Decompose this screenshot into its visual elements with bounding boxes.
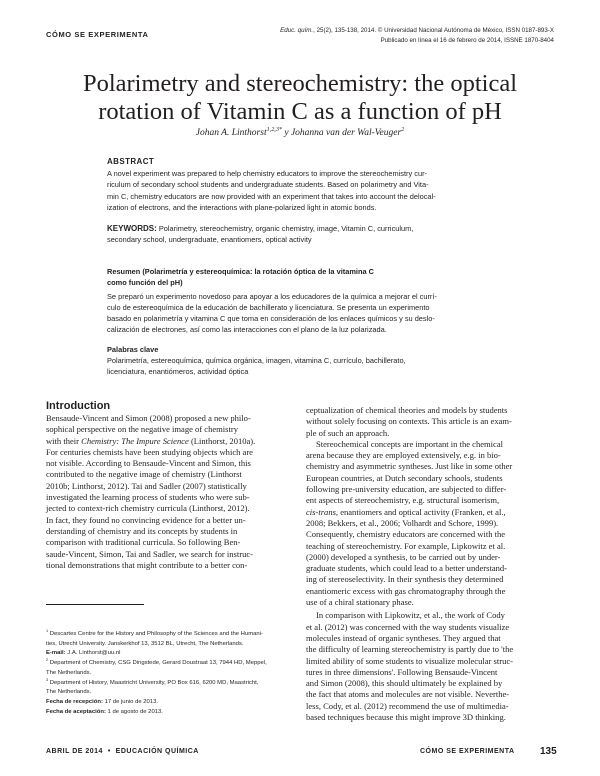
- resumen-line: Se preparó un experimento novedoso para apoyar a los educadores de la química a mejorar el currí-: [107, 291, 437, 301]
- resumen-section: [107, 266, 562, 378]
- body-line: [306, 507, 556, 518]
- email-address: J.A. Linthorst@uu.nl: [65, 650, 121, 657]
- body-line: based techniques because this might improve 3D thinking.: [306, 712, 506, 723]
- body-line: tional demonstrations that might contribute to a better con-: [46, 559, 248, 570]
- title-line-2: rotation of Vitamin C as a function of pH: [98, 98, 502, 125]
- authors: [40, 128, 560, 138]
- footer-section: CÓMO SE EXPERIMENTA: [420, 748, 515, 755]
- body-line: and Simon (2008), this should ultimately be explained by: [306, 678, 503, 689]
- body-line: teaching of stereochemistry. For example, Lipkowitz et al.: [306, 540, 506, 551]
- footnote-rule: [46, 604, 144, 605]
- body-line: saude-Vincent, Simon, Tai and Sadler, we search for instruc-: [46, 548, 254, 559]
- abstract-line: min C, chemistry educators are now provided with an experiment that takes into account the delocal-: [107, 191, 436, 201]
- body-line: the difficulty of learning stereochemistry is partly due to 'the: [306, 644, 514, 655]
- resumen-text: [107, 291, 562, 336]
- body-line: ceptualization of chemical theories and models by students: [306, 405, 508, 415]
- accepted-value: 1 de agosto de 2013.: [105, 708, 163, 715]
- body-line: (2000) developed a synthesis, to be carried out by under-: [306, 551, 501, 562]
- footnote-3-marker: 3: [46, 677, 49, 682]
- body-line: tures in three dimensions'. Following Bensaude-Vincent: [306, 666, 498, 677]
- title-line-1: Polarimetry and stereochemistry: the optical: [82, 70, 518, 97]
- footnote-2-marker: 2: [46, 658, 49, 663]
- keywords-text: Polarimetry, stereochemistry, organic chemistry, image, Vitamin C, curriculum,: [156, 224, 414, 234]
- body-line: 2008; Bekkers, et al., 2006; Volhardt and Schore, 1999).: [306, 517, 499, 528]
- received-value: 17 de junio de 2013.: [102, 698, 158, 705]
- footnote-2-text: Department of Chemistry, CSG Dingstede, Gerard Doustraat 13, 7944 HD, Meppel,: [48, 660, 267, 667]
- email-line: [46, 649, 296, 659]
- body-line: In comparison with Lipkowitz, et al., the work of Cody: [316, 610, 505, 621]
- author-2-affil: 2: [401, 126, 405, 133]
- palabras-line: Polarimetría, estereoquímica, química orgánica, imagen, vitamina C, currículo, bachillerato,: [107, 356, 406, 366]
- author-2: y Johanna van der Wal-Veuger: [281, 128, 402, 138]
- footnote-1-line: ties, Utrecht University. Janskerkhof 13, 3512 BL, Utrecht, The Netherlands.: [46, 640, 244, 647]
- body-line: Consequently, chemistry educators are concerned with the: [306, 529, 506, 540]
- footnote-3-line: [46, 679, 296, 689]
- keywords-line-2: secondary school, undergraduate, enantiomers, optical activity: [107, 235, 312, 245]
- author-1: Johan A. Linthorst: [195, 128, 267, 138]
- body-line: jected to context-rich chemistry curricula (Linthorst, 2012).: [46, 503, 250, 514]
- abstract-line: riculum of secondary school students and undergraduate students. Based on polarimetry and Vita-: [107, 180, 429, 190]
- email-label: E-mail:: [46, 650, 66, 657]
- body-line: ple of such an approach.: [306, 427, 390, 438]
- body-line: derstanding of chemistry and its concepts by students in: [46, 525, 238, 536]
- abstract-line: ization of electrons, and the interactions with plane-polarized light in atomic bonds.: [107, 202, 377, 212]
- intro-paragraph-1: [46, 413, 296, 571]
- body-line: et al. (2012) was concerned with the way students visualize: [306, 621, 510, 632]
- abstract-section: [107, 157, 562, 246]
- footnote-2-line: [46, 659, 296, 669]
- body-text: , enantiomers and optical activity (Franken, et al.,: [335, 506, 506, 517]
- palabras-clave-heading: Palabras clave: [107, 344, 159, 354]
- body-line: use of a chiral stationary phase.: [306, 597, 414, 608]
- body-line: the fact that atoms and molecules are not visible. Neverthe-: [306, 689, 510, 700]
- footnote-1-marker: 1: [46, 629, 49, 634]
- footnote-1-text: Descartes Centre for the History and Philosophy of the Sciences and the Humani-: [48, 631, 263, 637]
- introduction-heading: Introduction: [46, 400, 111, 412]
- body-line: limited ability of some students to visualize molecular struc-: [306, 655, 513, 666]
- keywords: [107, 223, 562, 246]
- body-line: Stereochemical concepts are important in the chemical: [316, 438, 504, 449]
- body-line: graduate students, which could lead to a better understand-: [306, 563, 508, 574]
- citation-details: , 25(2), 135-138, 2014. © Universidad Nacional Autónoma de México, ISSN 0187-893-X: [313, 27, 554, 34]
- body-line: chemistry and asymmetric syntheses. Just like in some other: [306, 461, 513, 472]
- page-number: 135: [540, 746, 557, 757]
- abstract-heading: ABSTRACT: [107, 157, 155, 166]
- abstract-line: A novel experiment was prepared to help chemistry educators to improve the stereochemistry cur-: [107, 169, 427, 178]
- citation-line-1: [280, 26, 554, 36]
- body-line: 2010b; Linthorst, 2012). Tai and Sadler (2007) statistically: [46, 480, 247, 491]
- accepted-label: Fecha de aceptación:: [46, 708, 106, 715]
- resumen-line: culo de estereoquímica de la educación de bachillerato y licenciatura. Se presenta un experimento: [107, 302, 430, 312]
- body-line: investigated the learning process of students who were sub-: [46, 492, 250, 503]
- body-line: European countries, at Dutch secondary schools, students: [306, 472, 503, 483]
- resumen-line: calización de electrones, así como las interacciones con el plano de la luz polarizada.: [107, 325, 387, 335]
- resumen-heading-line-2: como función del pH): [107, 278, 183, 288]
- resumen-heading-line-1: Resumen (Polarimetría y estereoquímica: la rotación óptica de la vitamina C: [107, 267, 374, 276]
- palabras-clave-text: [107, 355, 562, 378]
- right-column: [306, 405, 556, 723]
- left-column: [46, 400, 296, 571]
- body-line: ing of stereoselectivity. In their synthesis they determined: [306, 574, 504, 585]
- body-line: enantiomeric excess with gas chromatography through the: [306, 585, 506, 596]
- body-line: Bensaude-Vincent and Simon (2008) proposed a new philo-: [46, 413, 251, 423]
- resumen-line: basado en polarimetría y vitamina C que toma en consideración de los enlaces químicos y su deslo-: [107, 314, 435, 324]
- body-line: ent aspects of stereochemistry, e.g. structural isomerism,: [306, 495, 500, 506]
- footnotes: [46, 630, 296, 717]
- body-line: In fact, they found no convincing evidence for a better un-: [46, 514, 246, 525]
- body-line: without solely focusing on contexts. This article is an exam-: [306, 416, 512, 427]
- author-1-affil: 1,2,3*: [266, 126, 282, 133]
- footnote-1-line: [46, 630, 296, 640]
- citation-info: [280, 26, 554, 46]
- body-line: molecules instead of organic syntheses. They argued that: [306, 632, 501, 643]
- keywords-label: KEYWORDS:: [107, 224, 157, 234]
- body-line: sophical perspective on the negative image of chemistry: [46, 424, 239, 435]
- footnote-3-text: Department of History, Maastricht University, PO Box 616, 6200 MD, Maastricht,: [48, 679, 259, 686]
- book-title: Chemistry: The Impure Science: [81, 435, 189, 446]
- abstract-text: [107, 168, 562, 213]
- body-line: not visible. According to Bensaude-Vincent and Simon, this: [46, 458, 251, 469]
- body-line: following pre-university education, are subjected to differ-: [306, 484, 507, 495]
- body-line: [46, 436, 296, 447]
- body-line: arena because they are employed extensively, e.g. in bio-: [306, 450, 501, 461]
- journal-name: Educ. quím.: [280, 27, 314, 34]
- body-line: For centuries chemists have been studying objects which are: [46, 446, 253, 457]
- footnote-3-line: The Netherlands.: [46, 689, 92, 696]
- citation-line-2: Publicado en línea el 16 de febrero de 2014, ISSNE 1870-8404: [380, 37, 554, 44]
- body-text: with their: [46, 435, 82, 446]
- footer-left: ABRIL DE 2014 • EDUCACIÓN QUÍMICA: [46, 748, 199, 755]
- footnote-2-line: The Netherlands.: [46, 669, 92, 676]
- received-date: [46, 698, 296, 708]
- resumen-heading: [107, 266, 562, 289]
- body-line: comparison with traditional curricula. So following Ben-: [46, 537, 241, 548]
- accepted-date: [46, 708, 296, 718]
- body-text: (Linthorst, 2010a).: [188, 435, 256, 446]
- article-title: [40, 70, 560, 126]
- received-label: Fecha de recepción:: [46, 698, 103, 705]
- body-line: contributed to the negative image of chemistry (Linthorst: [46, 469, 242, 480]
- body-line: less, Cody, et al. (2012) recommend the use of multimedia-: [306, 700, 509, 711]
- keywords-line-1: [107, 223, 562, 234]
- section-label: CÓMO SE EXPERIMENTA: [46, 30, 149, 39]
- cis-trans-term: cis-trans: [306, 506, 336, 517]
- palabras-line: licenciatura, enantiómeros, actividad óptica: [107, 367, 249, 377]
